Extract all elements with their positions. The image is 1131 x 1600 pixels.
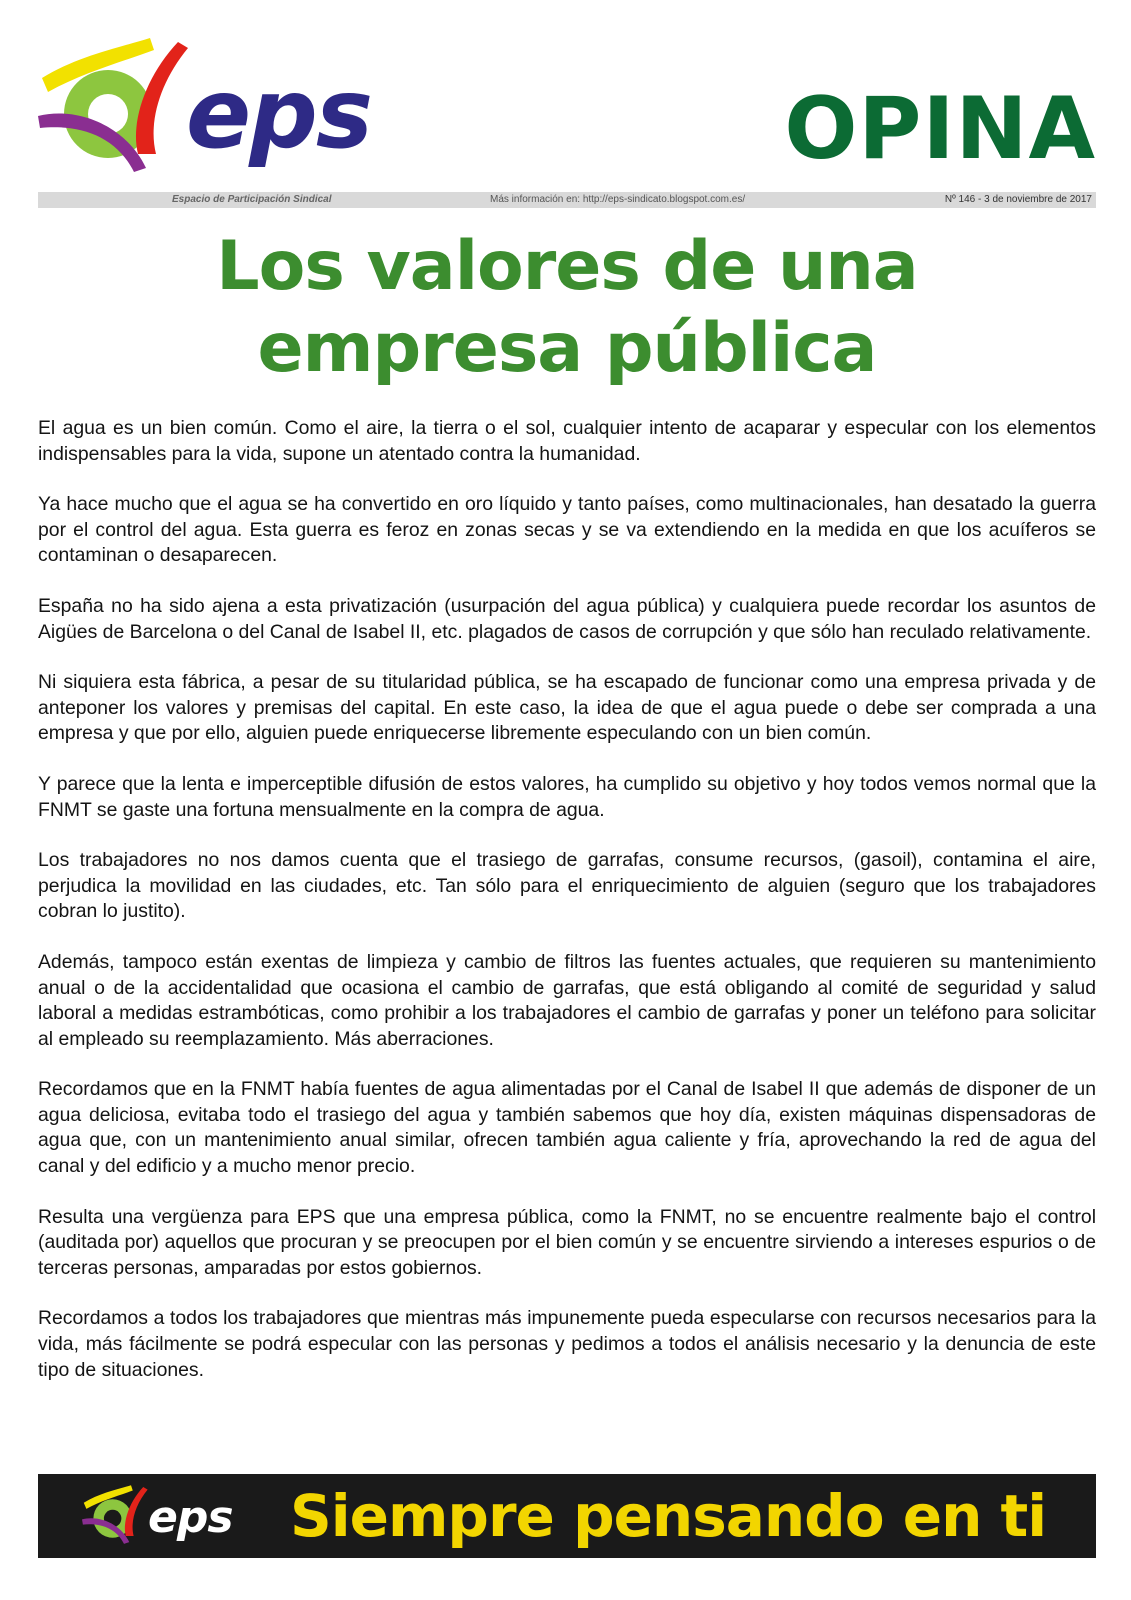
paragraph: Además, tampoco están exentas de limpieza y cambio de filtros las fuentes actuales, que requieren su mantenimiento anual o de la accidentalidad que ocasiona el cambio de garrafas, que está obligando al comité de seguridad y salud laboral a medidas estrambóticas, como prohibir a los trabajadores el cambio de garrafas y poner un teléfono para solicitar al empleado su reemplazamiento. Más aberraciones. <box>38 950 1096 1050</box>
article-body <box>38 416 1096 1408</box>
paragraph: El agua es un bien común. Como el aire, la tierra o el sol, cualquier intento de acaparar y especular con los elementos indispensables para la vida, supone un atentado contra la humanidad. <box>38 417 1096 465</box>
paragraph: Ya hace mucho que el agua se ha convertido en oro líquido y tanto países, como multinacionales, han desatado la guerra por el control del agua. Esta guerra es feroz en zonas secas y se va extendiendo en la medida en que los acuíferos se contaminan o desaparecen. <box>38 493 1096 567</box>
paragraph: Recordamos a todos los trabajadores que mientras más impunemente pueda especularse con recursos necesarios para la vida, más fácilmente se podrá especular con las personas y pedimos a todos el análisis necesario y la denuncia de este tipo de situaciones. <box>38 1307 1096 1381</box>
title-line-1: Los valores de una <box>216 227 918 306</box>
paragraph: Y parece que la lenta e imperceptible difusión de estos valores, ha cumplido su objetivo y hoy todos vemos normal que la FNMT se gaste una fortuna mensualmente en la compra de agua. <box>38 772 1096 821</box>
article-title <box>38 226 1096 390</box>
section-label: OPINA <box>784 79 1096 179</box>
eps-logo-mark-icon <box>82 1480 152 1550</box>
paragraph: Los trabajadores no nos damos cuenta que el trasiego de garrafas, consume recursos, (gasoil), contamina el aire, perjudica la movilidad en las ciudades, etc. Tan sólo para el enriquecimiento de alguien (seguro que los trabajadores cobran lo justito). <box>38 849 1096 923</box>
paragraph: Recordamos que en la FNMT había fuentes de agua alimentadas por el Canal de Isabel II que además de disponer de un agua deliciosa, evitaba todo el trasiego del agua y también sabemos que hoy día, existen máquinas dispensadoras de agua que, con un mantenimiento anual similar, ofrecen también agua caliente y fría, aprovechando la red de agua del canal y del edificio y a mucho menor precio. <box>38 1078 1096 1178</box>
tagline: Espacio de Participación Sindical <box>172 194 332 205</box>
info-bar <box>38 192 1096 208</box>
eps-logo-mark-icon <box>38 36 198 176</box>
more-info-link[interactable]: Más información en: http://eps-sindicato.blogspot.com.es/ <box>490 194 746 205</box>
header <box>38 36 1096 206</box>
paragraph: Ni siquiera esta fábrica, a pesar de su titularidad pública, se ha escapado de funcionar como una empresa privada y de anteponer los valores y premisas del capital. En este caso, la idea de que el agua puede o debe ser comprada a una empresa y que por ello, alguien puede enriquecerse libremente especulando con un bien común. <box>38 671 1096 745</box>
slogan: Siempre pensando en ti <box>290 1482 1047 1550</box>
paragraph: España no ha sido ajena a esta privatización (usurpación del agua pública) y cualquiera puede recordar los asuntos de Aigües de Barcelona o del Canal de Isabel II, etc. plagados de casos de corrupción y que sólo han reculado relativamente. <box>38 594 1096 643</box>
footer-logo-text: eps <box>148 1492 233 1543</box>
paragraph: Resulta una vergüenza para EPS que una empresa pública, como la FNMT, no se encuentre realmente bajo el control (auditada por) aquellos que procuran y se preocupen por el bien común y se encuentre sirviendo a intereses espurios o de terceras personas, amparadas por estos gobiernos. <box>38 1205 1096 1279</box>
logo-text: eps <box>186 58 371 170</box>
footer-eps-logo <box>82 1480 252 1554</box>
eps-logo <box>38 36 398 176</box>
footer-banner <box>38 1474 1096 1558</box>
title-line-2: empresa pública <box>257 309 877 388</box>
issue-date: Nº 146 - 3 de noviembre de 2017 <box>944 194 1092 205</box>
